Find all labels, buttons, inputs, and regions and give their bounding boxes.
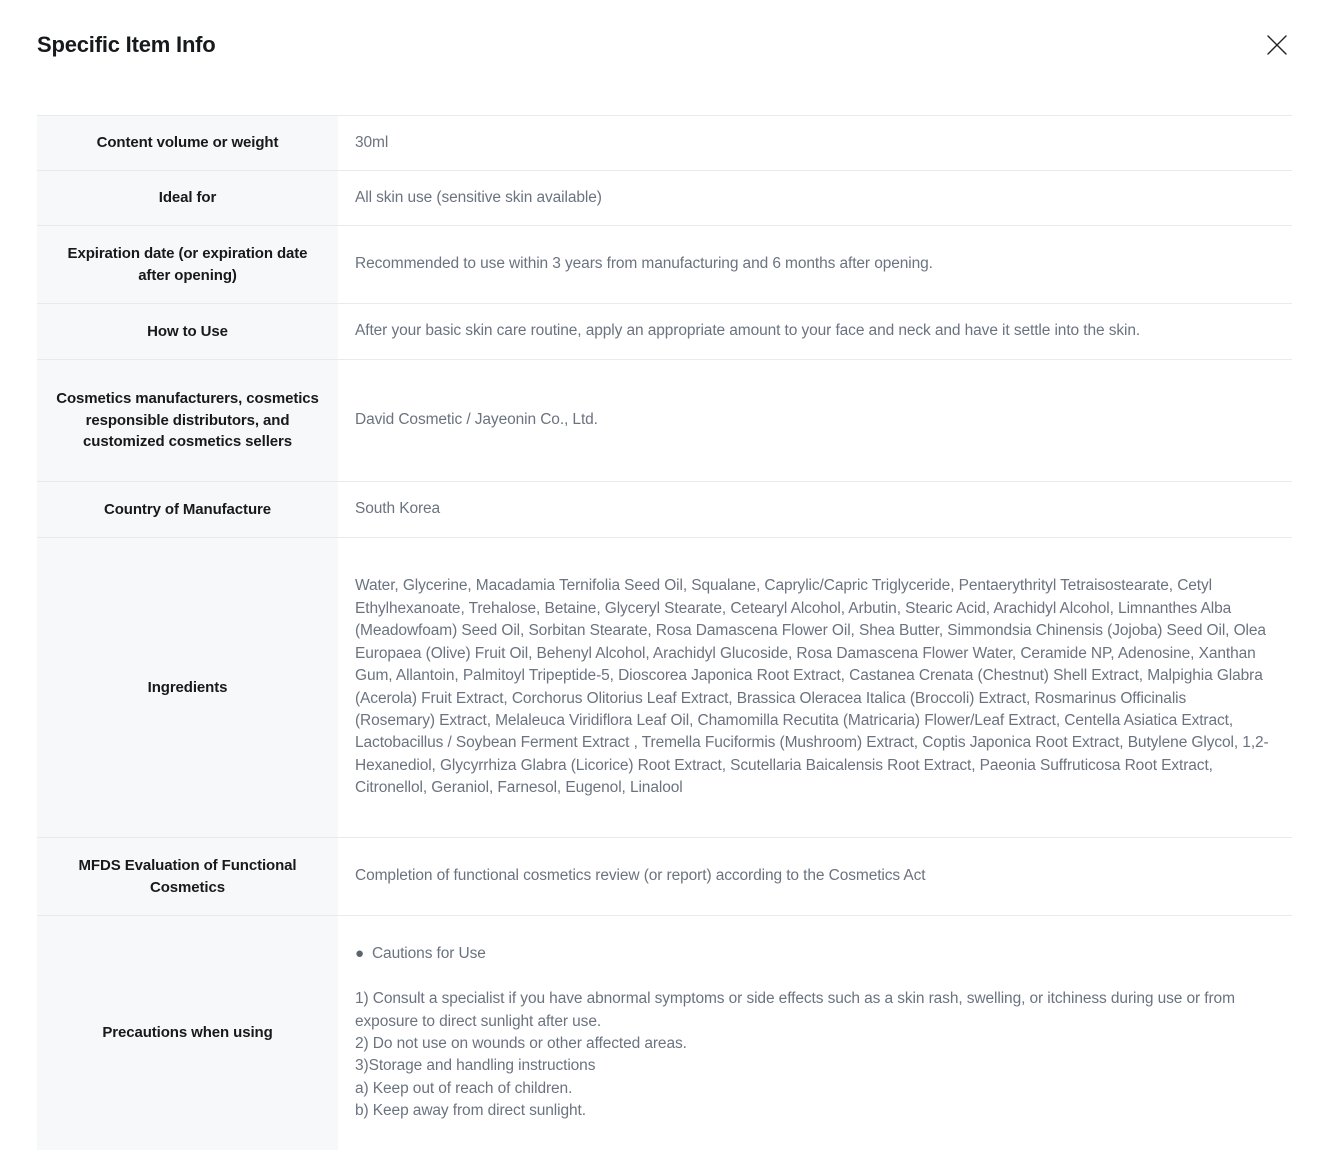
blank-line (355, 966, 1270, 988)
row-value: Water, Glycerine, Macadamia Ternifolia Seed Oil, Squalane, Caprylic/Capric Triglyceride, Pentaerythrityl Tetraisostearate, Cetyl Ethylhexanoate, Trehalose, Betaine, Glyceryl Stearate, Cetearyl Alcohol, Arbutin, Stearic Acid, Arachidyl Alcohol, Limnanthes Alba (Meadowfoam) Seed Oil, Sorbitan Stearate, Rosa Damascena Flower Oil, Shea Butter, Simmondsia Chinensis (Jojoba) Seed Oil, Olea Europaea (Olive) Fruit Oil, Behenyl Alcohol, Arachidyl Glucoside, Rosa Damascena Flower Water, Ceramide NP, Adenosine, Xanthan Gum, Allantoin, Palmitoyl Tripeptide-5, Dioscorea Japonica Root Extract, Castanea Crenata (Chestnut) Shell Extract, Malpighia Glabra (Acerola) Fruit Extract, Corchorus Olitorius Leaf Extract, Brassica Oleracea Italica (Broccoli) Extract, Rosmarinus Officinalis (Rosemary) Extract, Melaleuca Viridiflora Leaf Oil, Chamomilla Recutita (Matricaria) Flower/Leaf Extract, Centella Asiatica Extract, Lactobacillus / Soybean Ferment Extract , Tremella Fuciformis (Mushroom) Extract, Coptis Japonica Root Extract, Butylene Glycol, 1,2-Hexanediol, Glycyrrhiza Glabra (Licorice) Root Extract, Scutellaria Baicalensis Root Extract, Paeonia Suffruticosa Root Extract, Citronellol, Geraniol, Farnesol, Eugenol, Linalool (355, 577, 1269, 797)
precaution-line: 2) Do not use on wounds or other affected areas. (355, 1034, 687, 1052)
table-row (37, 116, 1292, 171)
table-row (37, 916, 1292, 1150)
cautions-heading (355, 943, 1270, 965)
table-row (37, 304, 1292, 360)
modal-header (37, 0, 1292, 115)
row-value: David Cosmetic / Jayeonin Co., Ltd. (355, 411, 598, 429)
row-label: Content volume or weight (37, 116, 338, 170)
close-button[interactable] (1262, 31, 1292, 61)
row-value: All skin use (sensitive skin available) (355, 188, 602, 206)
precaution-line: 1) Consult a specialist if you have abnormal symptoms or side effects such as a skin rash, swelling, or itchiness during use or from exposure to direct sunlight after use. (355, 990, 1235, 1030)
cautions-title: Cautions for Use (371, 945, 486, 963)
row-label: MFDS Evaluation of Functional Cosmetics (37, 838, 338, 915)
precaution-line: b) Keep away from direct sunlight. (355, 1102, 586, 1120)
table-row (37, 171, 1292, 226)
table-row (37, 360, 1292, 482)
table-row (37, 482, 1292, 538)
row-value (338, 916, 1292, 1150)
row-value: South Korea (355, 500, 441, 518)
row-value: 30ml (355, 133, 389, 151)
row-label: Ingredients (37, 538, 338, 837)
item-info-table (37, 115, 1292, 1150)
precaution-line: 3)Storage and handling instructions (355, 1057, 596, 1075)
row-label: Expiration date (or expiration date after opening) (37, 226, 338, 303)
table-row (37, 226, 1292, 304)
row-value: After your basic skin care routine, apply an appropriate amount to your face and neck and have it settle into the skin. (355, 322, 1141, 340)
row-value: Recommended to use within 3 years from manufacturing and 6 months after opening. (355, 255, 933, 273)
table-row (37, 838, 1292, 916)
row-label: Ideal for (37, 171, 338, 225)
bullet-circle-icon: ● (355, 945, 364, 963)
row-label: Precautions when using (37, 916, 338, 1150)
row-label: How to Use (37, 304, 338, 359)
page-title: Specific Item Info (37, 32, 216, 57)
row-label: Country of Manufacture (37, 482, 338, 537)
precaution-line: a) Keep out of reach of children. (355, 1079, 573, 1097)
row-label: Cosmetics manufacturers, cosmetics responsible distributors, and customized cosmetics sellers (37, 360, 338, 481)
row-value: Completion of functional cosmetics review (or report) according to the Cosmetics Act (355, 867, 926, 885)
table-row (37, 538, 1292, 838)
close-icon (1264, 32, 1290, 61)
